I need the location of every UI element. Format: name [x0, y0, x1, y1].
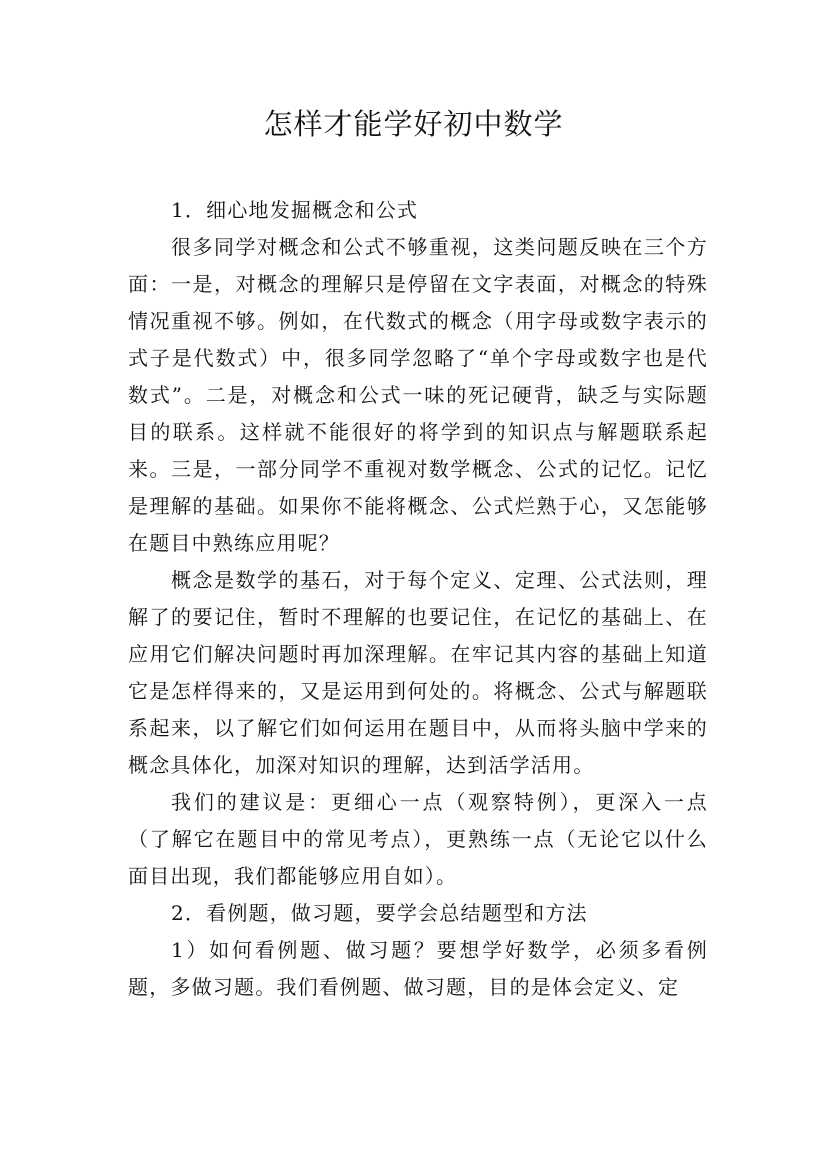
paragraph-concept-foundation: 概念是数学的基石，对于每个定义、定理、公式法则，理解了的要记住，暂时不理解的也要记住，在记忆的基础上、在应用它们解决问题时再加深理解。在牢记其内容的基础上知道它是怎样得来的，又是运用到何处的。将概念、公式与解题联系起来，以了解它们如何运用在题目中，从而将头脑中学来的概念具体化，加深对知识的理解，达到活学活用。	[128, 568, 708, 777]
section-heading-2: 2．看例题，做习题，要学会总结题型和方法	[171, 901, 588, 925]
paragraph-concept-problems: 很多同学对概念和公式不够重视，这类问题反映在三个方面：一是，对概念的理解只是停留在文字表面，对概念的特殊情况重视不够。例如，在代数式的概念（用字母或数字表示的式子是代数式）中，很多同学忽略了“单个字母或数字也是代数式”。二是，对概念和公式一味的死记硬背，缺乏与实际题目的联系。这样就不能很好的将学到的知识点与解题联系起来。三是，一部分同学不重视对数学概念、公式的记忆。记忆是理解的基础。如果你不能将概念、公式烂熟于心，又怎能够在题目中熟练应用呢？	[128, 235, 708, 555]
document-body	[128, 192, 708, 1006]
paragraph-suggestions: 我们的建议是：更细心一点（观察特例），更深入一点（了解它在题目中的常见考点），更熟练一点（无论它以什么面目出现，我们都能够应用自如）。	[128, 790, 708, 888]
paragraph-examples: 1）如何看例题、做习题？要想学好数学，必须多看例题，多做习题。我们看例题、做习题，目的是体会定义、定	[128, 938, 708, 999]
document-title: 怎样才能学好初中数学	[263, 107, 564, 141]
section-heading-1: 1．细心地发掘概念和公式	[171, 198, 419, 222]
